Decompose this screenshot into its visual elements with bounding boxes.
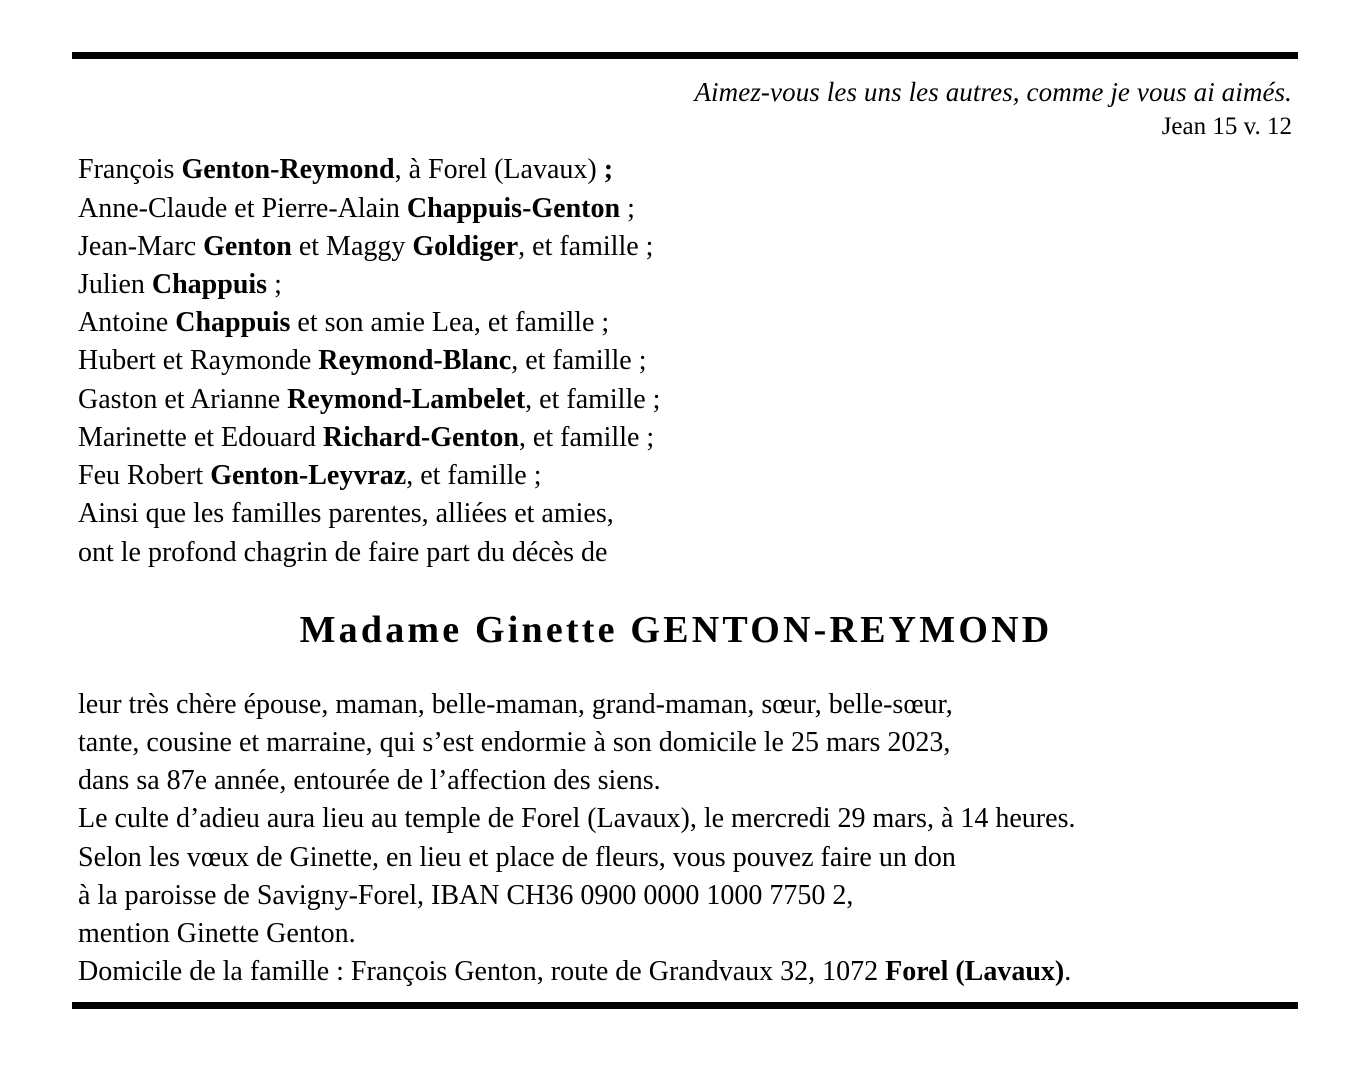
family-name-emphasis: Chappuis-Genton: [406, 192, 621, 224]
text-segment: ;: [620, 192, 635, 224]
text-segment: , à Forel (Lavaux): [394, 154, 604, 186]
family-line: [78, 304, 1360, 342]
epigraph-verse: Aimez-vous les uns les autres, comme je vous ai aimés.: [694, 77, 1292, 107]
family-name-emphasis: Forel (Lavaux): [885, 956, 1065, 988]
family-name-emphasis: Reymond-Blanc: [318, 345, 512, 377]
text-segment: tante, cousine et marraine, qui s’est endormie à son domicile le 25 mars 2023,: [78, 726, 951, 758]
text-segment: .: [1064, 956, 1072, 988]
text-segment: Antoine: [78, 307, 176, 339]
body-line: [78, 877, 1360, 915]
family-line: [78, 151, 1360, 189]
text-segment: , et famille ;: [518, 230, 654, 262]
text-segment: Gaston et Arianne: [78, 383, 288, 415]
family-line: [78, 381, 1360, 419]
text-segment: mention Ginette Genton.: [78, 918, 356, 950]
text-segment: Julien: [78, 269, 152, 301]
text-segment: ont le profond chagrin de faire part du décès de: [78, 536, 608, 568]
text-segment: et Maggy: [291, 230, 413, 262]
family-name-emphasis: Genton: [203, 230, 292, 262]
body-line: [78, 839, 1360, 877]
body-line: [78, 953, 1360, 991]
family-name-emphasis: Chappuis: [151, 269, 268, 301]
family-name-emphasis: Genton-Leyvraz: [210, 460, 407, 492]
body-line: [78, 762, 1360, 800]
text-segment: Hubert et Raymonde: [78, 345, 319, 377]
epigraph: [72, 77, 1292, 143]
text-segment: et son amie Lea, et famille ;: [290, 307, 610, 339]
family-line: [78, 342, 1360, 380]
family-line: [78, 419, 1360, 457]
family-name-emphasis: Richard-Genton: [322, 421, 519, 453]
text-segment: , et famille ;: [406, 460, 542, 492]
family-line: [78, 190, 1360, 228]
text-segment: leur très chère épouse, maman, belle-maman, grand-maman, sœur, belle-sœur,: [78, 688, 953, 720]
text-segment: Selon les vœux de Ginette, en lieu et place de fleurs, vous pouvez faire un don: [78, 841, 956, 873]
body-line: [78, 724, 1360, 762]
notice-body: [78, 686, 1360, 992]
family-line: [78, 228, 1360, 266]
text-segment: Marinette et Edouard: [78, 421, 323, 453]
family-name-emphasis: ;: [603, 154, 614, 186]
family-line: [78, 457, 1360, 495]
family-line: [78, 495, 1360, 533]
top-divider: [72, 52, 1298, 59]
text-segment: à la paroisse de Savigny-Forel, IBAN CH36 0900 0000 1000 7750 2,: [78, 879, 854, 911]
text-segment: dans sa 87e année, entourée de l’affection des siens.: [78, 765, 661, 797]
text-segment: , et famille ;: [518, 421, 655, 453]
body-line: [78, 800, 1360, 838]
text-segment: , et famille ;: [511, 345, 647, 377]
text-segment: Feu Robert: [78, 460, 211, 492]
text-segment: Domicile de la famille : François Genton, route de Grandvaux 32, 1072: [78, 956, 886, 988]
body-line: [78, 915, 1360, 953]
text-segment: Jean-Marc: [78, 230, 204, 262]
family-announcement-list: [78, 151, 1360, 571]
bottom-divider: [72, 1002, 1298, 1009]
text-segment: ;: [267, 269, 282, 301]
deceased-name: Madame Ginette GENTON-REYMOND: [299, 608, 1053, 651]
body-line: [78, 686, 1360, 724]
death-notice-card: [0, 52, 1360, 1072]
text-segment: Ainsi que les familles parentes, alliées et amies,: [78, 498, 614, 530]
family-name-emphasis: Goldiger: [412, 230, 519, 262]
text-segment: François: [78, 154, 182, 186]
text-segment: Anne-Claude et Pierre-Alain: [78, 192, 407, 224]
text-segment: Le culte d’adieu aura lieu au temple de Forel (Lavaux), le mercredi 29 mars, à 14 heures.: [78, 803, 1076, 835]
text-segment: , et famille ;: [525, 383, 661, 415]
family-line: [78, 266, 1360, 304]
family-name-emphasis: Reymond-Lambelet: [287, 383, 526, 415]
epigraph-reference: Jean 15 v. 12: [1161, 112, 1292, 140]
family-name-emphasis: Genton-Reymond: [181, 154, 395, 186]
family-line: [78, 534, 1360, 572]
family-name-emphasis: Chappuis: [175, 307, 291, 339]
